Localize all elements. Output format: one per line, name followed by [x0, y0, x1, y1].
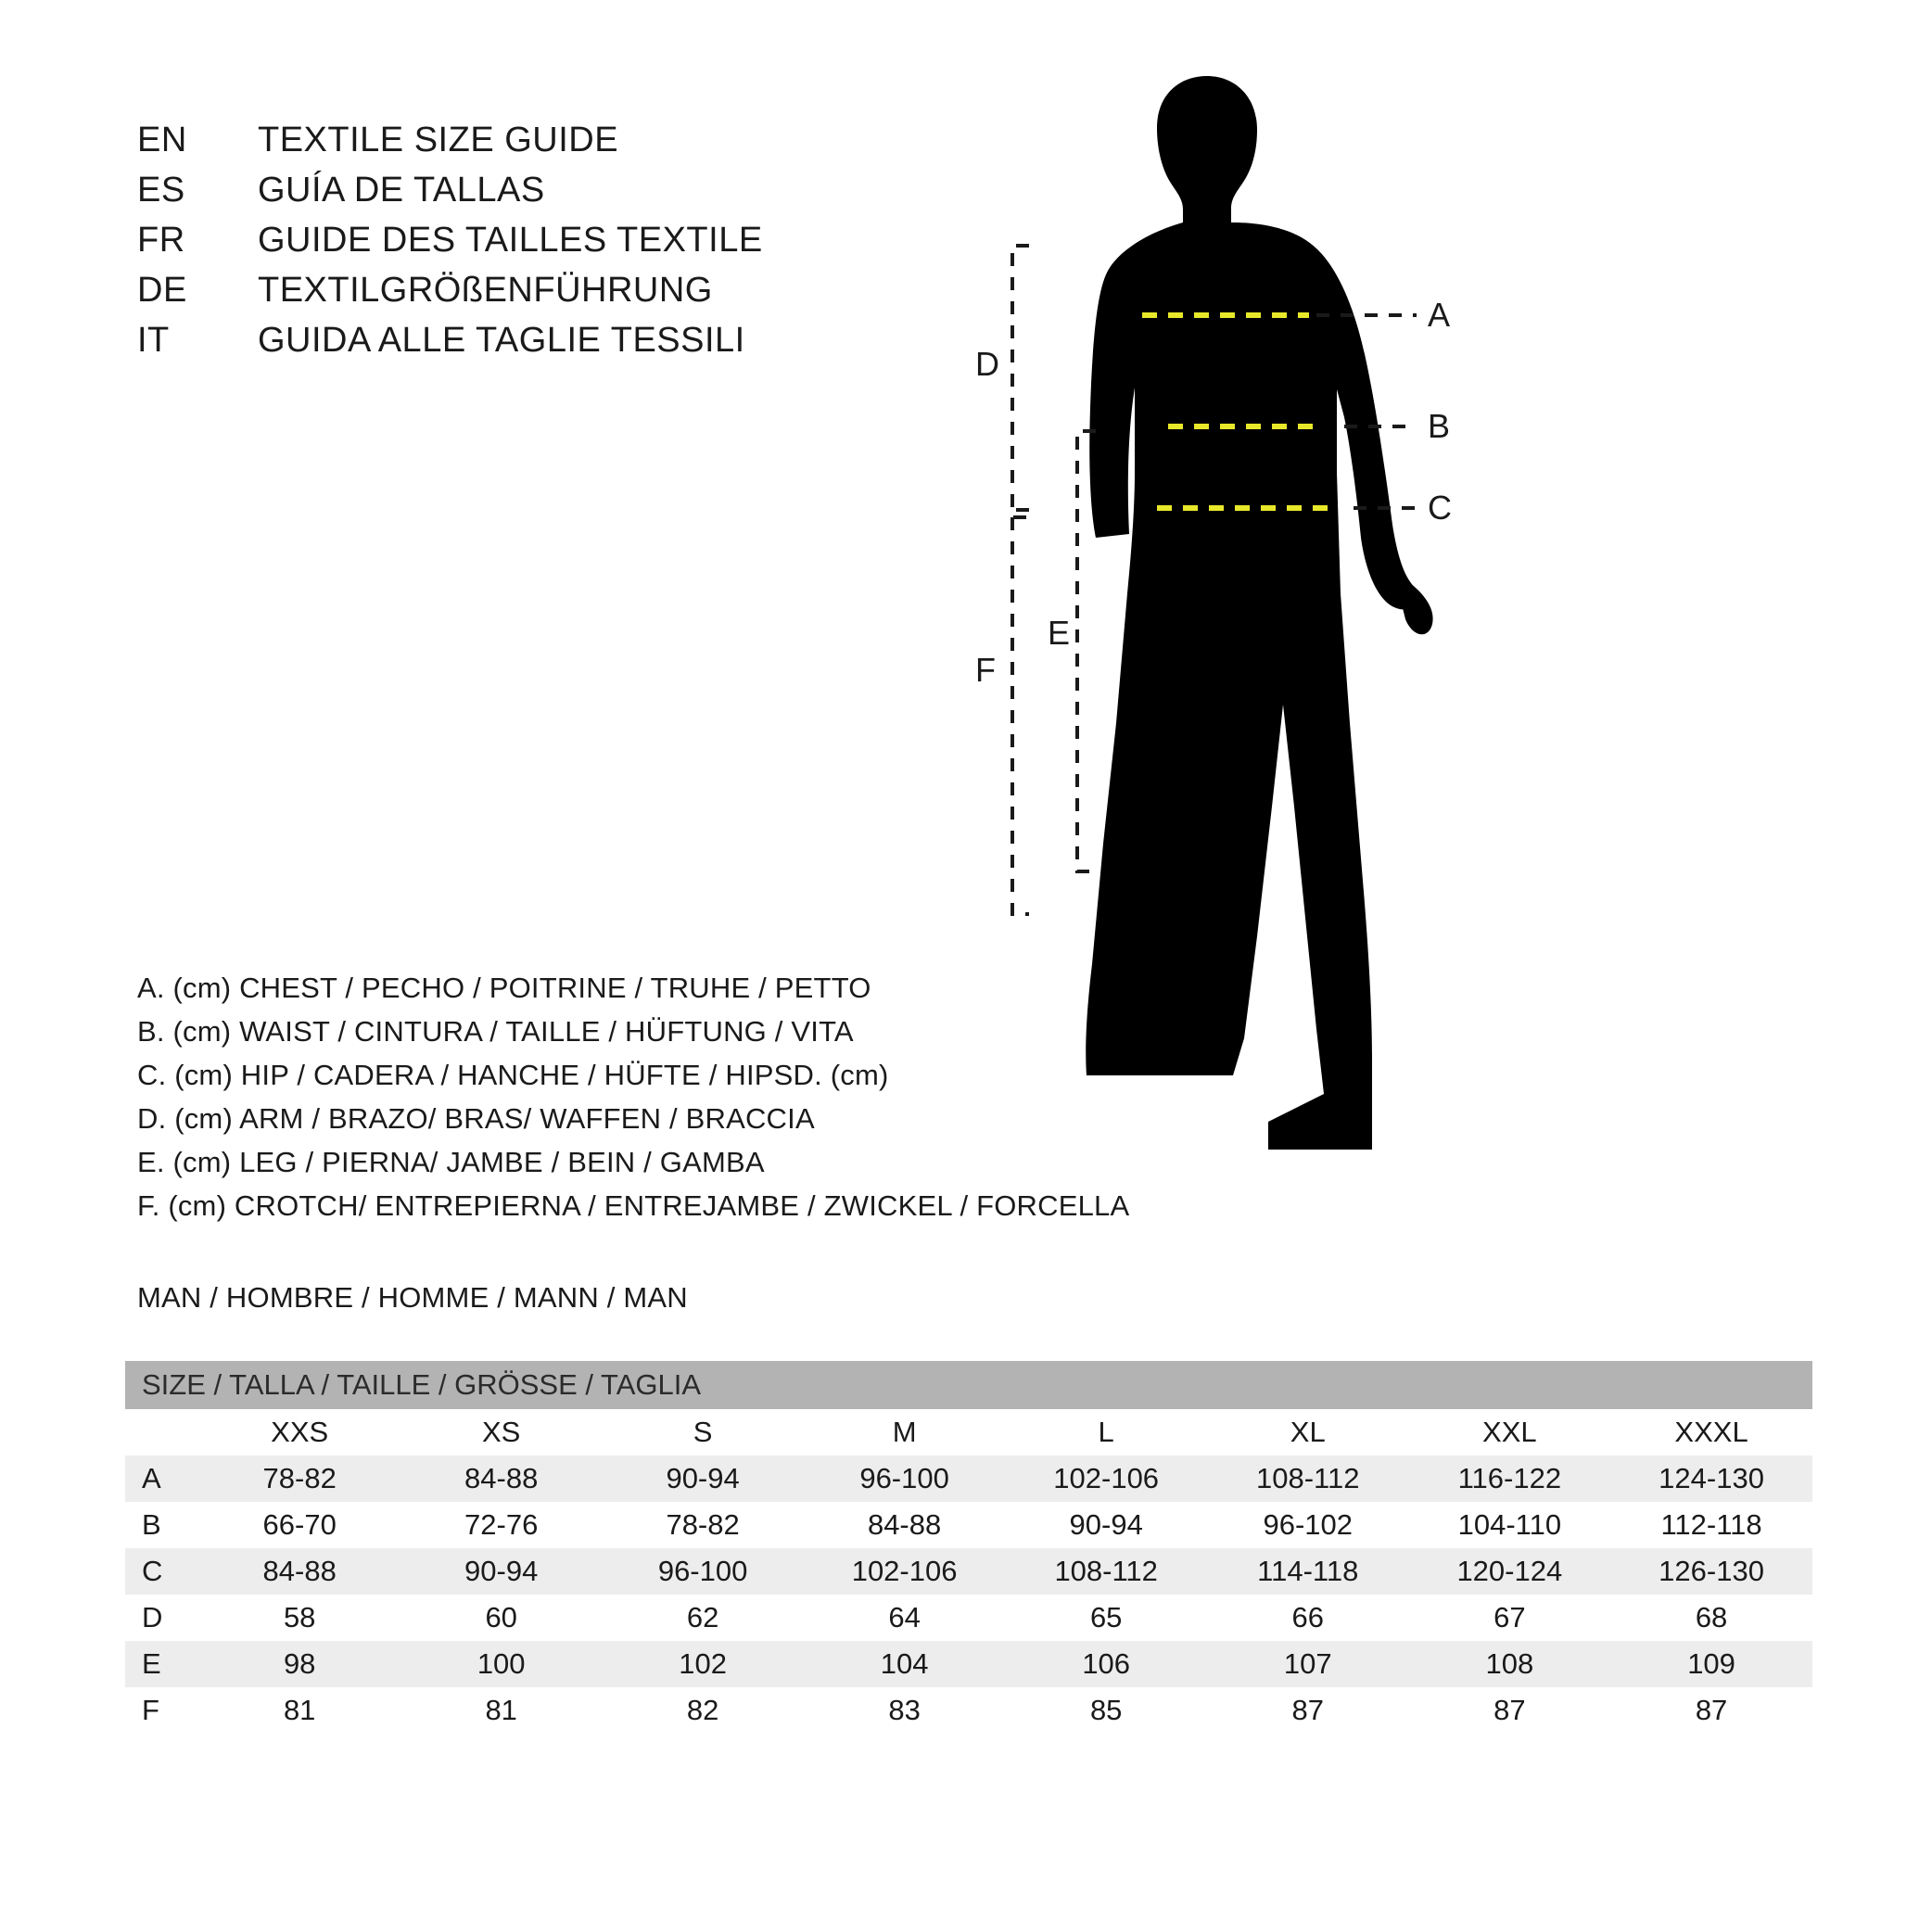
dimension-f-bracket	[1012, 510, 1029, 914]
table-row	[125, 1687, 1812, 1734]
cell-c-s: 96-100	[602, 1548, 803, 1595]
cell-a-xs: 84-88	[400, 1455, 602, 1502]
cell-d-xxs: 58	[198, 1595, 400, 1641]
cell-c-xxl: 120-124	[1409, 1548, 1611, 1595]
language-code-en: EN	[137, 121, 187, 159]
legend-item-f: F. (cm) CROTCH/ ENTREPIERNA / ENTREJAMBE / ZWICKEL / FORCELLA	[137, 1189, 1130, 1222]
cell-b-xxxl: 112-118	[1610, 1502, 1812, 1548]
language-text-de: TEXTILGRÖßENFÜHRUNG	[258, 271, 713, 310]
cell-d-m: 64	[804, 1595, 1006, 1641]
gender-label: MAN / HOMBRE / HOMME / MANN / MAN	[137, 1281, 688, 1314]
cell-d-xxl: 67	[1409, 1595, 1611, 1641]
marker-label-d: D	[975, 345, 999, 383]
marker-label-b: B	[1428, 407, 1451, 445]
cell-f-m: 83	[804, 1687, 1006, 1734]
cell-f-xxxl: 87	[1610, 1687, 1812, 1734]
column-header-xxs: XXS	[198, 1409, 400, 1455]
cell-b-xs: 72-76	[400, 1502, 602, 1548]
cell-f-l: 85	[1005, 1687, 1207, 1734]
cell-d-xl: 66	[1207, 1595, 1409, 1641]
cell-d-l: 65	[1005, 1595, 1207, 1641]
table-column-header-row	[125, 1409, 1812, 1455]
column-header-m: M	[804, 1409, 1006, 1455]
cell-b-s: 78-82	[602, 1502, 803, 1548]
language-row	[137, 321, 763, 371]
size-table	[125, 1361, 1812, 1734]
cell-e-xxs: 98	[198, 1641, 400, 1687]
row-label-f: F	[125, 1687, 198, 1734]
marker-label-e: E	[1048, 614, 1071, 652]
cell-e-m: 104	[804, 1641, 1006, 1687]
cell-a-xl: 108-112	[1207, 1455, 1409, 1502]
row-label-e: E	[125, 1641, 198, 1687]
cell-b-xxs: 66-70	[198, 1502, 400, 1548]
cell-d-xs: 60	[400, 1595, 602, 1641]
cell-d-xxxl: 68	[1610, 1595, 1812, 1641]
language-row	[137, 221, 763, 271]
row-label-b: B	[125, 1502, 198, 1548]
language-text-es: GUÍA DE TALLAS	[258, 171, 545, 210]
cell-c-xxs: 84-88	[198, 1548, 400, 1595]
cell-b-xxl: 104-110	[1409, 1502, 1611, 1548]
table-header-bar	[125, 1361, 1812, 1409]
language-row	[137, 171, 763, 221]
column-header-blank	[125, 1409, 198, 1455]
table-row	[125, 1502, 1812, 1548]
column-header-xxxl: XXXL	[1610, 1409, 1812, 1455]
language-code-it: IT	[137, 321, 170, 360]
column-header-l: L	[1005, 1409, 1207, 1455]
row-label-a: A	[125, 1455, 198, 1502]
cell-f-xxl: 87	[1409, 1687, 1611, 1734]
cell-a-xxl: 116-122	[1409, 1455, 1611, 1502]
measurement-legend	[137, 972, 1129, 1233]
table-row	[125, 1455, 1812, 1502]
cell-f-xl: 87	[1207, 1687, 1409, 1734]
column-header-xl: XL	[1207, 1409, 1409, 1455]
cell-c-xl: 114-118	[1207, 1548, 1409, 1595]
table-row	[125, 1548, 1812, 1595]
legend-item-c: C. (cm) HIP / CADERA / HANCHE / HÜFTE / HIPSD. (cm)	[137, 1059, 889, 1091]
cell-e-l: 106	[1005, 1641, 1207, 1687]
dimension-d-bracket	[1012, 246, 1029, 517]
cell-a-xxs: 78-82	[198, 1455, 400, 1502]
row-label-d: D	[125, 1595, 198, 1641]
cell-b-l: 90-94	[1005, 1502, 1207, 1548]
cell-a-s: 90-94	[602, 1455, 803, 1502]
cell-e-xxxl: 109	[1610, 1641, 1812, 1687]
table-row	[125, 1641, 1812, 1687]
language-row	[137, 271, 763, 321]
language-code-fr: FR	[137, 221, 185, 260]
cell-e-s: 102	[602, 1641, 803, 1687]
cell-b-m: 84-88	[804, 1502, 1006, 1548]
legend-item-b: B. (cm) WAIST / CINTURA / TAILLE / HÜFTUNG / VITA	[137, 1015, 854, 1048]
cell-a-l: 102-106	[1005, 1455, 1207, 1502]
language-text-fr: GUIDE DES TAILLES TEXTILE	[258, 221, 763, 260]
table-header-bar-label: SIZE / TALLA / TAILLE / GRÖSSE / TAGLIA	[125, 1361, 1812, 1409]
cell-f-xs: 81	[400, 1687, 602, 1734]
column-header-xs: XS	[400, 1409, 602, 1455]
language-text-it: GUIDA ALLE TAGLIE TESSILI	[258, 321, 745, 360]
column-header-xxl: XXL	[1409, 1409, 1611, 1455]
cell-b-xl: 96-102	[1207, 1502, 1409, 1548]
cell-e-xs: 100	[400, 1641, 602, 1687]
cell-a-m: 96-100	[804, 1455, 1006, 1502]
language-code-es: ES	[137, 171, 185, 210]
column-header-s: S	[602, 1409, 803, 1455]
legend-item-d: D. (cm) ARM / BRAZO/ BRAS/ WAFFEN / BRACCIA	[137, 1102, 815, 1135]
marker-label-f: F	[975, 651, 996, 689]
cell-c-m: 102-106	[804, 1548, 1006, 1595]
marker-label-c: C	[1428, 489, 1452, 527]
cell-d-s: 62	[602, 1595, 803, 1641]
cell-c-l: 108-112	[1005, 1548, 1207, 1595]
cell-c-xs: 90-94	[400, 1548, 602, 1595]
man-silhouette-icon	[1086, 76, 1432, 1150]
body-measurement-diagram	[975, 74, 1854, 1233]
cell-f-xxs: 81	[198, 1687, 400, 1734]
cell-e-xxl: 108	[1409, 1641, 1611, 1687]
table-row	[125, 1595, 1812, 1641]
language-code-de: DE	[137, 271, 187, 310]
cell-e-xl: 107	[1207, 1641, 1409, 1687]
marker-label-a: A	[1428, 296, 1451, 334]
legend-item-e: E. (cm) LEG / PIERNA/ JAMBE / BEIN / GAMBA	[137, 1146, 765, 1178]
cell-c-xxxl: 126-130	[1610, 1548, 1812, 1595]
cell-f-s: 82	[602, 1687, 803, 1734]
cell-a-xxxl: 124-130	[1610, 1455, 1812, 1502]
language-text-en: TEXTILE SIZE GUIDE	[258, 121, 619, 159]
legend-item-a: A. (cm) CHEST / PECHO / POITRINE / TRUHE / PETTO	[137, 972, 871, 1004]
language-title-block	[137, 121, 763, 371]
row-label-c: C	[125, 1548, 198, 1595]
language-row	[137, 121, 763, 171]
